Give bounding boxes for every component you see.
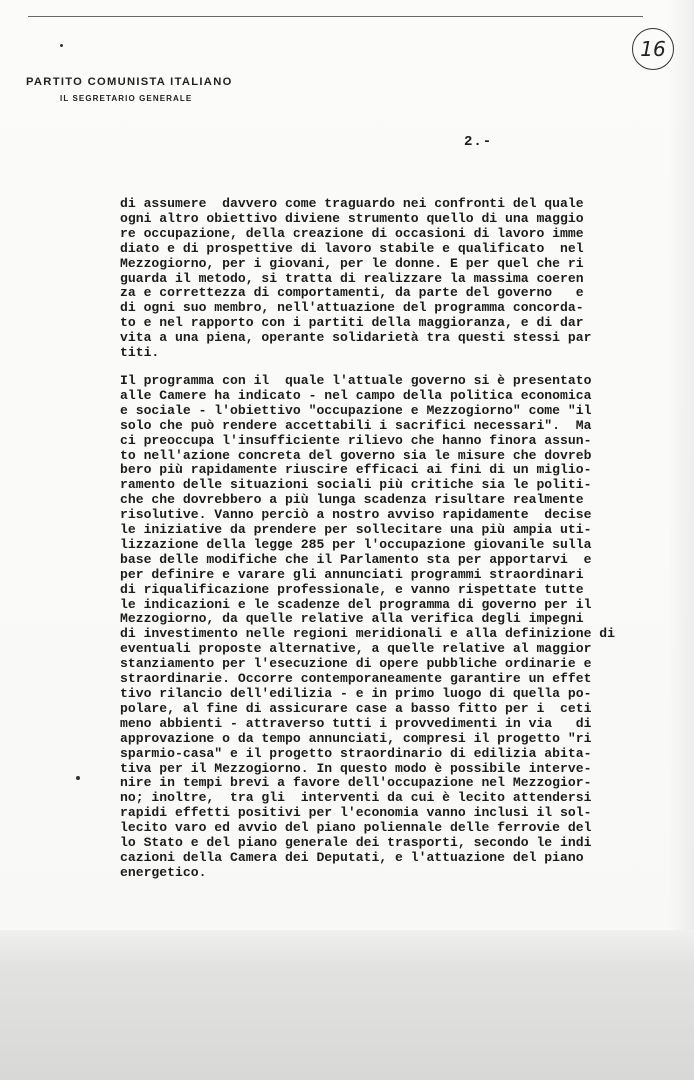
margin-dot-mark bbox=[60, 44, 63, 47]
text-line: Il programma con il quale l'attuale governo si è presentato bbox=[120, 372, 592, 388]
text-line: ci preoccupa l'insufficiente rilievo che hanno finora assun- bbox=[120, 432, 592, 448]
text-line: Mezzogiorno, per i giovani, per le donne. E per quel che ri bbox=[120, 255, 584, 271]
text-line: lo Stato e del piano generale dei trasporti, secondo le indi bbox=[120, 835, 592, 851]
page-stamp-number bbox=[632, 28, 674, 70]
text-line: base delle modifiche che il Parlamento sta per apportarvi e bbox=[120, 551, 592, 567]
text-line: polare, al fine di assicurare case a basso fitto per i ceti bbox=[120, 700, 592, 716]
text-line: di assumere davvero come traguardo nei confronti del quale bbox=[120, 196, 584, 211]
text-line: rapidi effetti positivi per l'economia vanno inclusi il sol- bbox=[120, 805, 592, 821]
text-line: ogni altro obiettivo diviene strumento quello di una maggio bbox=[120, 210, 584, 226]
text-line: diato e di prospettive di lavoro stabile e qualificato nel bbox=[120, 240, 584, 256]
text-line: tiva per il Mezzogiorno. In questo modo è possibile interve- bbox=[120, 760, 592, 776]
text-line: risolutive. Vanno perciò a nostro avviso rapidamente decise bbox=[120, 507, 592, 523]
text-line: vita a una piena, operante solidarietà tra questi stessi par bbox=[120, 330, 592, 346]
text-line: tivo rilancio dell'edilizia - e in primo luogo di quella po- bbox=[120, 686, 592, 701]
text-line: re occupazione, della creazione di occasioni di lavoro imme bbox=[120, 225, 584, 241]
paragraph-2 bbox=[120, 374, 665, 881]
text-line: meno abbienti - attraverso tutti i provvedimenti in via di bbox=[120, 715, 592, 731]
text-line: bero più rapidamente riuscire efficaci ai fini di un miglio- bbox=[120, 462, 592, 478]
top-border-line bbox=[28, 16, 643, 17]
text-line: Mezzogiorno, da quelle relative alla verifica degli impegni bbox=[120, 611, 584, 627]
text-line: di riqualificazione professionale, e vanno rispettate tutte bbox=[120, 581, 584, 597]
text-line: za e correttezza di comportamenti, da parte del governo e bbox=[120, 285, 584, 301]
text-line: le iniziative da prendere per sollecitare una più ampia uti- bbox=[120, 522, 592, 538]
text-line: lizzazione della legge 285 per l'occupazione giovanile sulla bbox=[120, 536, 592, 552]
text-line: e sociale - l'obiettivo "occupazione e Mezzogiorno" come "il bbox=[120, 402, 592, 418]
text-line: sparmio-casa" e il progetto straordinario di edilizia abita- bbox=[120, 745, 592, 761]
text-line: nire in tempi brevi a favore dell'occupazione nel Mezzogior- bbox=[120, 775, 592, 791]
text-line: stanziamento per l'esecuzione di opere pubbliche ordinarie e bbox=[120, 656, 592, 672]
text-line: straordinarie. Occorre contemporaneamente garantire un effet bbox=[120, 671, 592, 687]
text-line: di ogni suo membro, nell'attuazione del programma concorda- bbox=[120, 300, 584, 316]
stamp-number-text: 16 bbox=[640, 37, 666, 61]
text-line: energetico. bbox=[120, 864, 207, 880]
text-line: to nell'azione concreta del governo sia le misure che dovreb bbox=[120, 447, 592, 463]
text-line: eventuali proposte alternative, a quelle relative al maggior bbox=[120, 641, 592, 657]
text-line: cazioni della Camera dei Deputati, e l'attuazione del piano bbox=[120, 849, 584, 865]
text-line: di investimento nelle regioni meridionali e alla definizione di bbox=[120, 626, 616, 642]
text-line: lecito varo ed avvio del piano poliennale delle ferrovie del bbox=[120, 820, 592, 836]
scan-background-bottom bbox=[0, 930, 694, 1080]
letterhead bbox=[26, 76, 233, 103]
text-line: solo che può rendere accettabili i sacrifici necessari". Ma bbox=[120, 417, 592, 433]
text-line: che che dovrebbero a più lunga scadenza risultare realmente bbox=[120, 492, 584, 508]
scan-shadow-edge bbox=[668, 0, 694, 940]
margin-dot-mark bbox=[76, 776, 80, 780]
letterhead-party-name: PARTITO COMUNISTA ITALIANO bbox=[26, 76, 233, 88]
text-line: guarda il metodo, si tratta di realizzare la massima coeren bbox=[120, 270, 584, 286]
text-line: alle Camere ha indicato - nel campo della politica economica bbox=[120, 387, 592, 403]
document-body bbox=[120, 197, 665, 881]
text-line: le indicazioni e le scadenze del programma di governo per il bbox=[120, 596, 592, 612]
text-line: ramento delle situazioni sociali più critiche sia le politi- bbox=[120, 477, 592, 493]
text-line: approvazione o da tempo annunciati, compresi il progetto "ri bbox=[120, 730, 592, 746]
text-line: per definire e varare gli annunciati programmi straordinari bbox=[120, 566, 584, 582]
text-line: no; inoltre, tra gli interventi da cui è lecito attendersi bbox=[120, 790, 592, 806]
letterhead-office: IL SEGRETARIO GENERALE bbox=[60, 94, 193, 103]
page-number: 2.- bbox=[464, 134, 493, 150]
text-line: titi. bbox=[120, 345, 160, 361]
text-line: to e nel rapporto con i partiti della maggioranza, e di dar bbox=[120, 315, 584, 331]
paragraph-1 bbox=[120, 197, 665, 361]
